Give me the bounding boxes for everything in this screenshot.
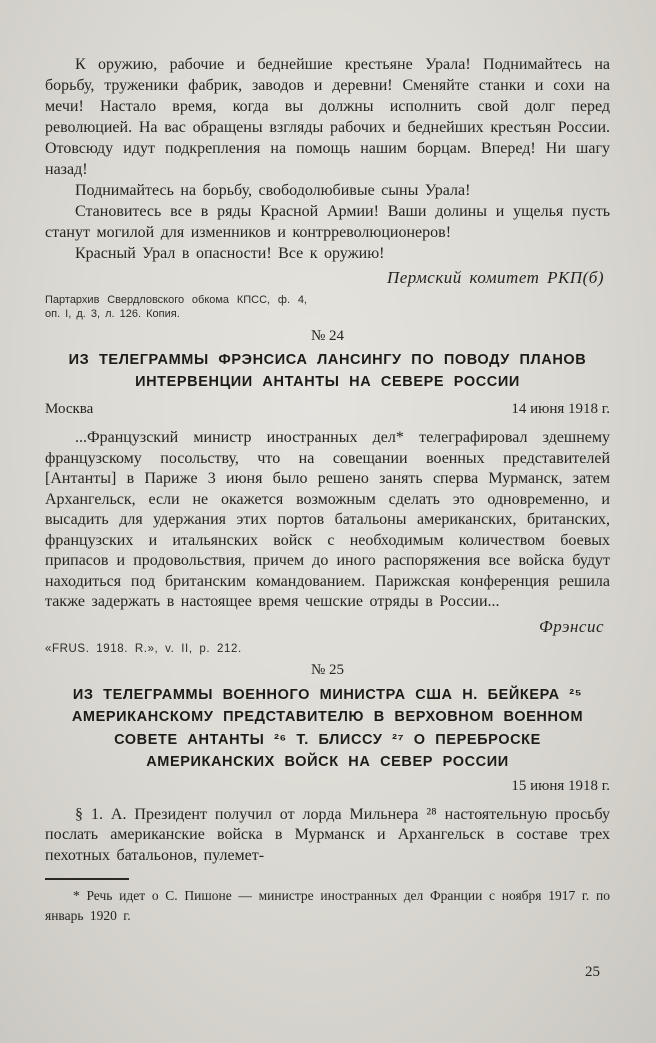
- document-25-number: № 25: [310, 661, 345, 678]
- appeal-paragraph: Поднимайтесь на борьбу, свободолюбивые сыны Урала!: [75, 182, 471, 199]
- document-25-body: § 1. А. Президент получил от лорда Мильнера ²⁸ настоятельную просьбу послать американские войска в Мурманск и Архангельск в составе трех пехотных батальонов, пулемет-: [45, 805, 610, 864]
- appeal-section: [45, 54, 610, 321]
- document-25-title: ИЗ ТЕЛЕГРАММЫ ВОЕННОГО МИНИСТРА США Н. БЕЙКЕРА ²⁵ АМЕРИКАНСКОМУ ПРЕДСТАВИТЕЛЮ В ВЕРХОВНОМ ВОЕННОМ СОВЕТЕ АНТАНТЫ ²⁶ Т. БЛИССУ ²⁷ О ПЕРЕБРОСКЕ АМЕРИКАНСКИХ ВОЙСК НА СЕВЕР РОССИИ: [71, 686, 584, 770]
- document-24-place: Москва: [45, 401, 94, 417]
- document-25-section: [45, 662, 610, 867]
- footnote-text: * Речь идет о С. Пишоне — министре иностранных дел Франции с ноября 1917 г. по январь 1920 г.: [45, 888, 610, 923]
- footnote-divider: [45, 878, 129, 880]
- document-24-signature: Фрэнсис: [539, 616, 604, 636]
- document-24-body: ...Французский министр иностранных дел* телеграфировал здешнему французскому посольству, что на совещании военных представителей [Антанты] в Париже 3 июня было решено занять сперва Мурманск, затем Архангельск, если не окажется возможным сделать это одновременно, и высадить для удержания этих портов батальоны американских, британских, французских и итальянских войск с необходимым количеством боевых припасов и продовольствия, причем до иного распоряжения все войска будут находиться под британским командованием. Парижская конференция решила также задержать в настоящее время чешские отряды в России...: [45, 429, 610, 610]
- appeal-signature: Пермский комитет РКП(б): [386, 268, 604, 287]
- appeal-paragraph: Становитесь все в ряды Красной Армии! Ваши долины и ущелья пусть станут могилой для изменников и контрреволюционеров!: [45, 203, 610, 241]
- appeal-paragraph: Красный Урал в опасности! Все к оружию!: [75, 245, 385, 262]
- document-24-section: [45, 328, 610, 655]
- footnote-section: [45, 878, 610, 925]
- document-24-dateline: [45, 400, 610, 419]
- document-24-date: 14 июня 1918 г.: [511, 401, 610, 417]
- document-24-number: № 24: [310, 328, 345, 344]
- document-25-date: 15 июня 1918 г.: [511, 777, 610, 794]
- document-24-title: ИЗ ТЕЛЕГРАММЫ ФРЭНСИСА ЛАНСИНГУ ПО ПОВОДУ ПЛАНОВ ИНТЕРВЕНЦИИ АНТАНТЫ НА СЕВЕРЕ РОССИИ: [68, 352, 587, 390]
- archive-citation: Партархив Свердловского обкома КПСС, ф. 4, оп. I, д. 3, л. 126. Копия.: [45, 294, 307, 320]
- page-number: 25: [585, 964, 600, 980]
- appeal-paragraph: К оружию, рабочие и беднейшие крестьяне Урала! Поднимайтесь на борьбу, труженики фабрик, заводов и деревни! Сменяйте станки и сохи на мечи! Настало время, когда вы должны исполнить свой долг перед революцией. На вас обращены взгляды рабочих и беднейших крестьян России. Отовсюду идут подкрепления на помощь нашим борцам. Вперед! Ни шагу назад!: [45, 56, 610, 178]
- document-24-source-citation: «FRUS. 1918. R.», v. II, p. 212.: [45, 642, 242, 655]
